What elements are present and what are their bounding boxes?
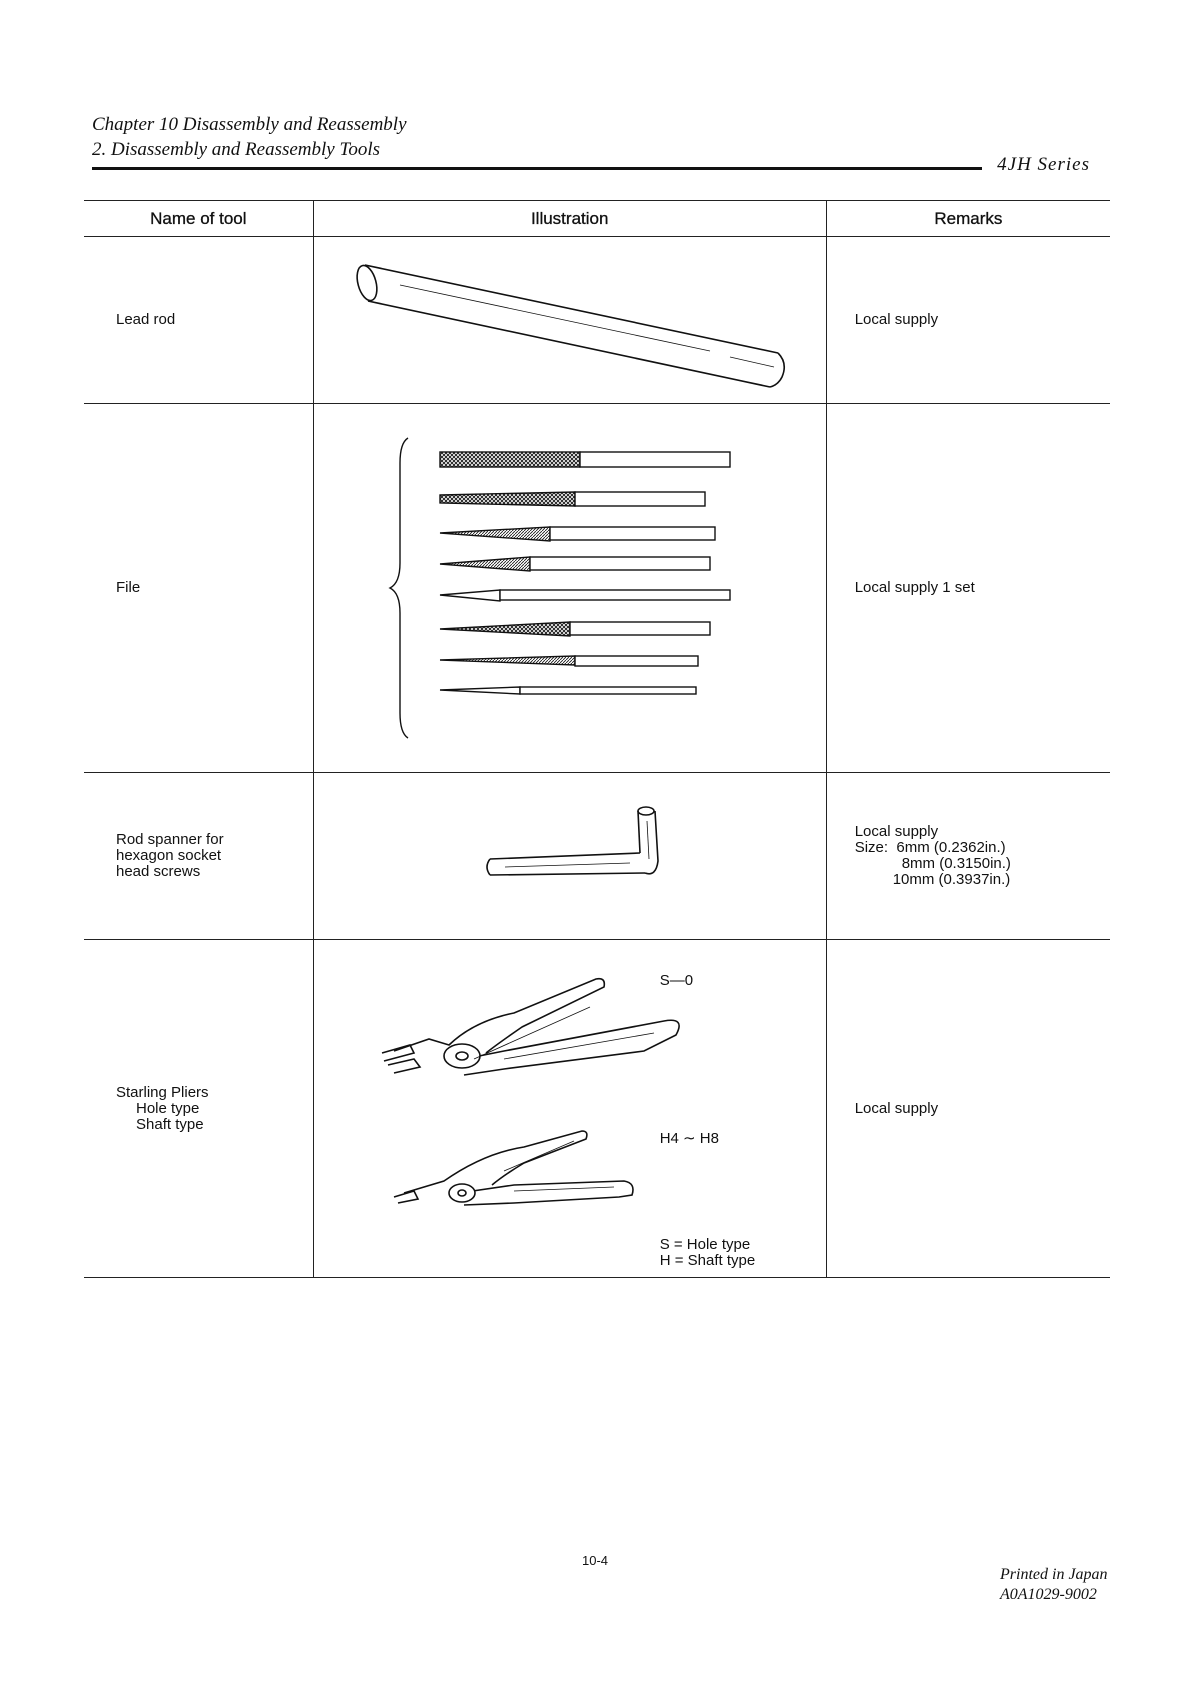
starling-pliers-illustration bbox=[314, 941, 826, 1277]
tool-name-line: hexagon socket bbox=[116, 847, 222, 864]
pliers-label-s: S—0 bbox=[659, 971, 694, 989]
column-header-illustration: Illustration bbox=[313, 201, 826, 237]
tool-name-line: Rod spanner for bbox=[116, 831, 224, 848]
column-header-remarks: Remarks bbox=[826, 201, 1110, 237]
table-header-row bbox=[84, 201, 1110, 237]
page-header bbox=[92, 112, 1112, 175]
tool-name bbox=[84, 773, 313, 940]
size-value: 8mm (0.3150in.) bbox=[901, 855, 1011, 872]
illustration-cell bbox=[313, 940, 826, 1278]
pliers-label-h: H4 ∼ H8 bbox=[659, 1129, 719, 1147]
tool-name-line: Shaft type bbox=[136, 1115, 204, 1133]
tool-name-line: Starling Pliers bbox=[116, 1083, 209, 1101]
section-title: 2. Disassembly and Reassembly Tools bbox=[92, 139, 380, 160]
pliers-illustration-wrap bbox=[314, 941, 826, 1277]
remarks-cell: Local supply bbox=[826, 237, 1110, 404]
header-rule bbox=[92, 167, 982, 170]
table-row bbox=[84, 940, 1110, 1278]
remarks-cell: Local supply 1 set bbox=[826, 404, 1110, 773]
document-code: A0A1029-9002 bbox=[1000, 1586, 1097, 1603]
chapter-title: Chapter 10 Disassembly and Reassembly bbox=[92, 114, 407, 135]
tool-name: Lead rod bbox=[84, 237, 313, 404]
size-label: Size: bbox=[854, 839, 889, 856]
size-value: 10mm (0.3937in.) bbox=[892, 871, 1011, 888]
table-row bbox=[84, 404, 1110, 773]
series-label: 4JH Series bbox=[997, 154, 1090, 175]
tool-name: File bbox=[84, 404, 313, 773]
size-row bbox=[855, 840, 1110, 856]
printed-in-japan: Printed in Japan bbox=[1000, 1566, 1108, 1583]
remarks-size-list bbox=[855, 824, 1110, 888]
illustration-cell bbox=[313, 404, 826, 773]
size-value: 6mm (0.2362in.) bbox=[896, 839, 1006, 856]
remarks-title: Local supply bbox=[854, 823, 939, 840]
table-row bbox=[84, 237, 1110, 404]
file-set-illustration bbox=[320, 423, 820, 753]
rod-spanner-illustration bbox=[330, 781, 810, 931]
print-info bbox=[1000, 1565, 1108, 1605]
tool-name-line: head screws bbox=[116, 863, 201, 880]
pliers-legend-line: S = Hole type bbox=[659, 1235, 751, 1253]
lead-rod-illustration bbox=[330, 245, 810, 395]
table-row bbox=[84, 773, 1110, 940]
remarks-cell: Local supply bbox=[826, 940, 1110, 1278]
tools-table bbox=[84, 200, 1110, 1278]
page-number: 10-4 bbox=[582, 1553, 609, 1568]
column-header-name: Name of tool bbox=[84, 201, 313, 237]
remarks-cell bbox=[826, 773, 1110, 940]
tool-name-line: Hole type bbox=[136, 1099, 200, 1117]
pliers-legend-line: H = Shaft type bbox=[659, 1251, 756, 1269]
illustration-cell bbox=[313, 237, 826, 404]
tool-name bbox=[84, 940, 313, 1278]
illustration-cell bbox=[313, 773, 826, 940]
